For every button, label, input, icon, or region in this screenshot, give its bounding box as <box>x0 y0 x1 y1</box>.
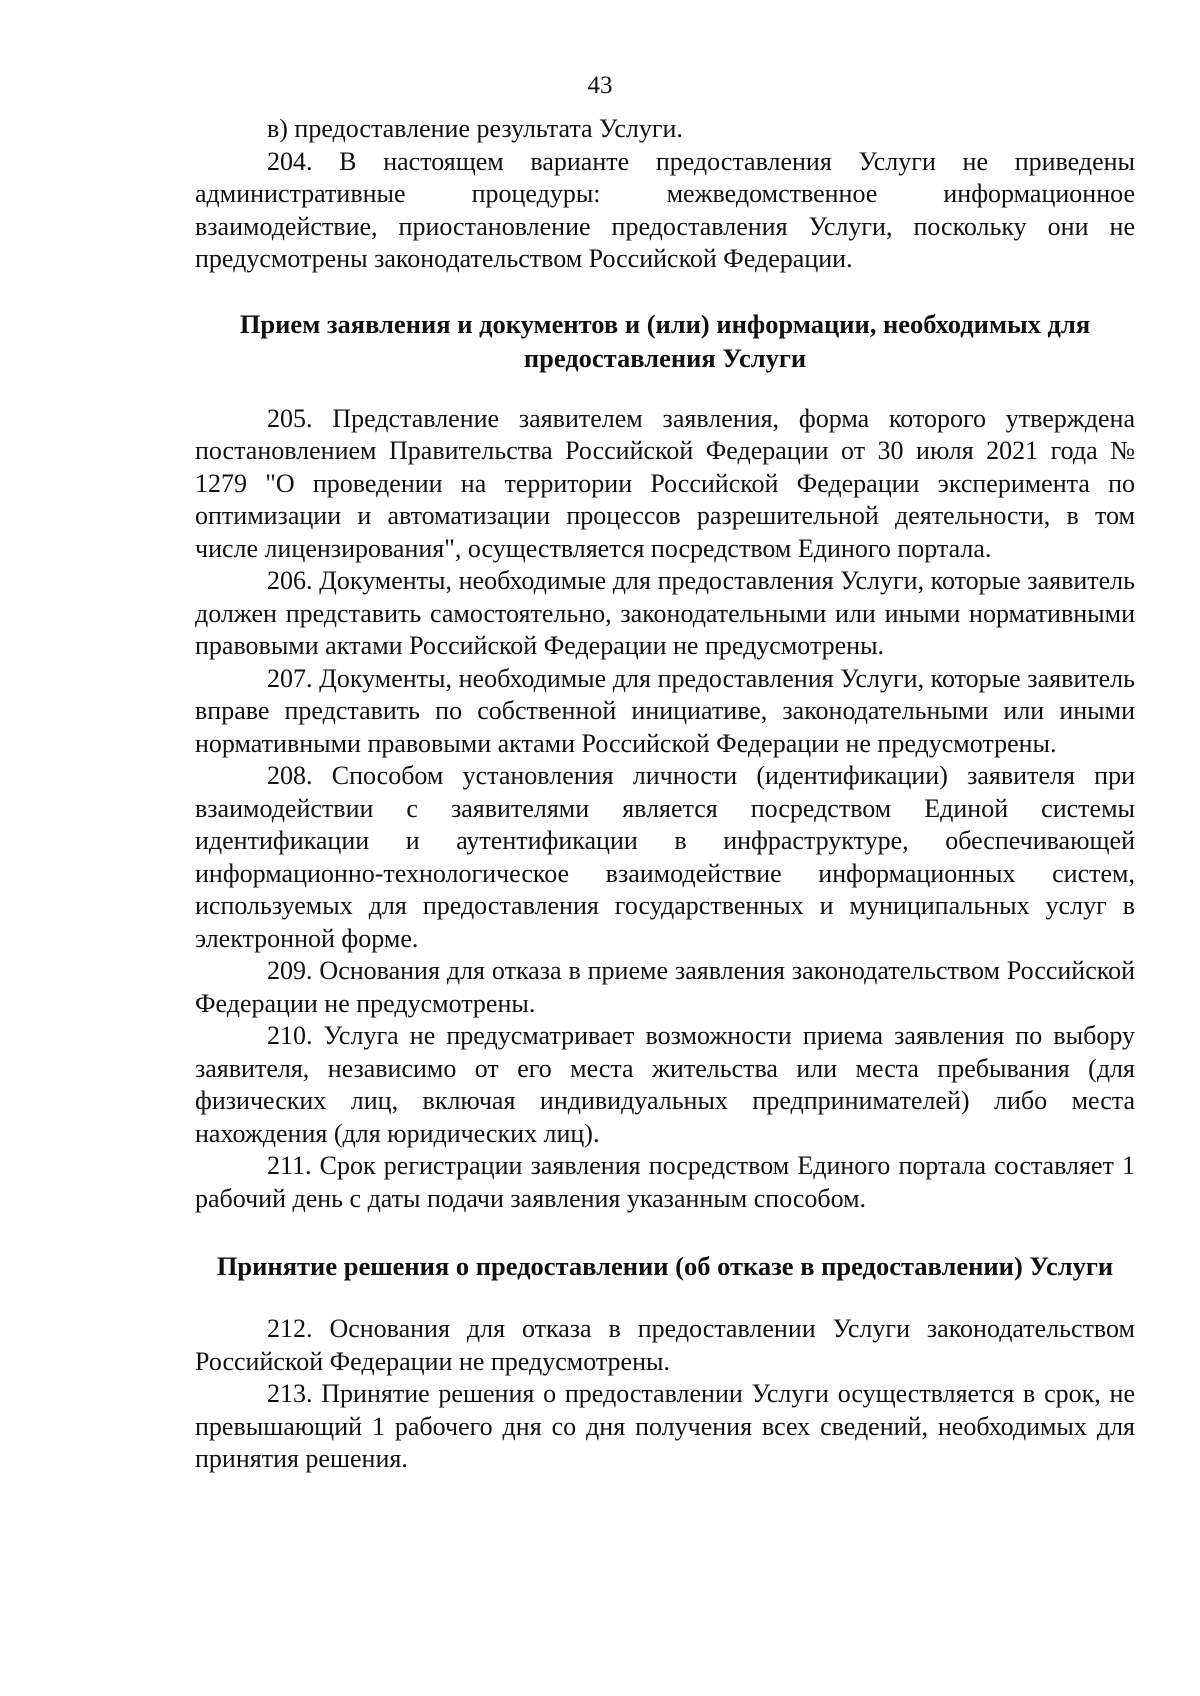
paragraph-207: 207. Документы, необходимые для предоставления Услуги, которые заявитель вправе представить по собственной инициативе, законодательными или иными нормативными правовыми актами Российской Федерации не предусмотрены. <box>195 663 1135 758</box>
paragraph-206: 206. Документы, необходимые для предоставления Услуги, которые заявитель должен представить самостоятельно, законодательными или иными нормативными правовыми актами Российской Федерации не предусмотрены. <box>195 566 1135 660</box>
section-heading-application-intake: Прием заявления и документов и (или) информации, необходимых для предоставления Услуги <box>239 308 1091 373</box>
paragraph-211: 211. Срок регистрации заявления посредством Единого портала составляет 1 рабочий день с даты подачи заявления указанным способом. <box>195 1151 1135 1213</box>
paragraph-210: 210. Услуга не предусматривает возможности приема заявления по выбору заявителя, независимо от его места жительства или места пребывания (для физических лиц, включая индивидуальных предпринимателей) либо места нахождения (для юридических лиц). <box>195 1021 1135 1148</box>
paragraph-v: в) предоставление результата Услуги. <box>267 114 683 143</box>
page-number: 43 <box>587 72 613 99</box>
paragraph-208: 208. Способом установления личности (идентификации) заявителя при взаимодействии с заявителями является посредством Единой системы идентификации и аутентификации в инфраструктуре, обеспечивающей информационно-технологическое взаимодействие информационных систем, используемых для предоставления государственных и муниципальных услуг в электронной форме. <box>195 761 1135 953</box>
document-body <box>195 113 1135 1476</box>
paragraph-205: 205. Представление заявителем заявления, форма которого утверждена постановлением Правительства Российской Федерации от 30 июля 2021 года № 1279 "О проведении на территории Российской Федерации эксперимента по оптимизации и автоматизации процессов разрешительной деятельности, в том числе лицензирования", осуществляется посредством Единого портала. <box>195 403 1135 563</box>
paragraph-204: 204. В настоящем варианте предоставления Услуги не приведены административные процедуры: межведомственное информационное взаимодействие, приостановление предоставления Услуги, поскольку они не предусмотрены законодательством Российской Федерации. <box>195 146 1135 273</box>
paragraph-212: 212. Основания для отказа в предоставлении Услуги законодательством Российской Федерации не предусмотрены. <box>195 1314 1135 1376</box>
paragraph-209: 209. Основания для отказа в приеме заявления законодательством Российской Федерации не предусмотрены. <box>195 956 1135 1018</box>
section-heading-decision: Принятие решения о предоставлении (об отказе в предоставлении) Услуги <box>216 1251 1114 1281</box>
paragraph-213: 213. Принятие решения о предоставлении Услуги осуществляется в срок, не превышающий 1 рабочего дня со дня получения всех сведений, необходимых для принятия решения. <box>195 1379 1135 1473</box>
